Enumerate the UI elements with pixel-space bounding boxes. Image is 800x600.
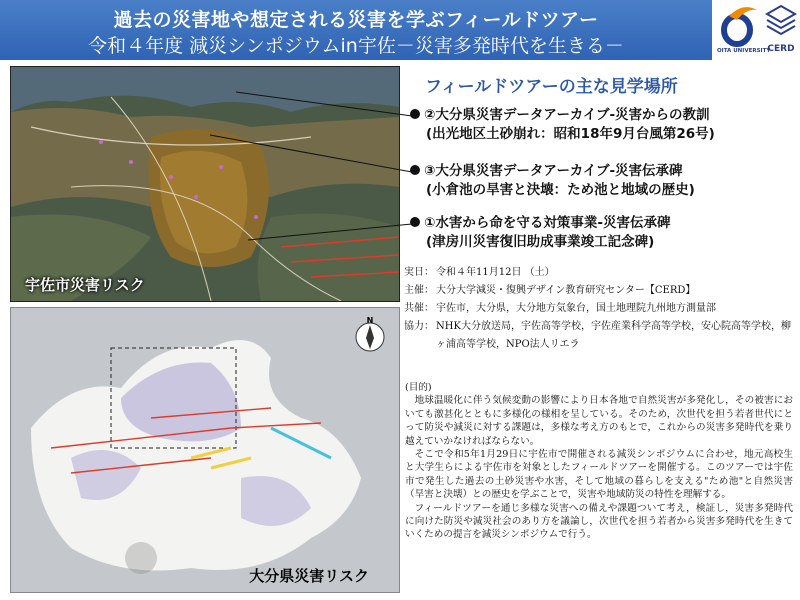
site-detail: (小倉池の旱害と決壊：ため池と地域の歴史) (426, 182, 695, 198)
info-value: 宇佐市，大分県，大分地方気象台，国土地理院九州地方測量部 (436, 303, 716, 314)
bullet-icon (410, 165, 420, 175)
site-detail: (出光地区土砂崩れ：昭和18年9月台風第26号) (426, 126, 715, 142)
sites-heading: フィールドツアーの主な見学場所 (425, 77, 678, 97)
cerd-emblem-icon (764, 4, 798, 42)
site-item (410, 106, 800, 144)
usa-map-graphic (11, 67, 399, 301)
site-title: ③大分県災害データアーカイブ-災害伝承碑 (424, 163, 683, 179)
info-value: 大分大学減災・復興デザイン教育研究センター【CERD】 (436, 285, 696, 296)
purpose-title: (目的) (405, 382, 432, 393)
title-line-1: 過去の災害地や想定される災害を学ぶフィールドツアー (113, 9, 599, 31)
info-key: 共催： (404, 303, 434, 314)
purpose-paragraph: 地球温暖化に伴う気候変動の影響により日本各地で自然災害が多発化し，その被害においても激甚化とともに多様化の様相を呈している。そのため，次世代を担う若者世代にとって防災や減災に対する課題は，多様な考え方のもとで，これからの災害多発時代を乗り越えていかなければならない。 (405, 395, 793, 447)
usa-map-label: 宇佐市災害リスク (25, 276, 145, 294)
header-banner (0, 0, 800, 60)
purpose-section (405, 381, 793, 542)
logo-area (712, 0, 800, 60)
oita-map-graphic (11, 308, 399, 592)
cerd-text: CERD (767, 44, 795, 54)
usa-city-disaster-risk-map (10, 66, 400, 302)
bullet-icon (410, 109, 420, 119)
info-value: 令和４年11月12日 （土） (436, 267, 555, 278)
compass-north-letter: N (366, 316, 374, 325)
info-row-cooperation (404, 318, 794, 354)
compass (353, 318, 387, 352)
oita-university-text: OITA UNIVERSITY (717, 48, 771, 54)
info-row-date (404, 264, 794, 282)
site-detail: (津房川災害復旧助成事業竣工記念碑) (426, 234, 655, 250)
info-value: NHK大分放送局，宇佐高等学校，宇佐産業科学高等学校，安心院高等学校，柳ヶ浦高等学校，NPO法人リエラ (436, 321, 791, 350)
info-key: 実日： (404, 267, 434, 278)
bullet-icon (410, 217, 420, 227)
oita-prefecture-disaster-risk-map (10, 307, 400, 593)
info-key: 協力： (404, 321, 434, 332)
info-row-host (404, 282, 794, 300)
site-item (410, 214, 800, 252)
event-info (404, 264, 794, 354)
oita-university-logo (717, 4, 771, 58)
purpose-paragraph: フィールドツアーを通じ多様な災害への備えや課題ついて考え，検証し，災害多発時代に向けた防災や減災社会のあり方を議論し，次世代を担う若者から災害多発時代を生きていくための提言を減災シンポジウムで行う。 (405, 502, 793, 541)
site-item (410, 162, 800, 200)
purpose-paragraph: そこで令和5年1月29日に宇佐市で開催される減災シンポジウムに合わせ，地元高校生と大学生らによる宇佐市を対象としたフィールドツアーを開催する。このツアーでは宇佐市で発生した過去の土砂災害や水害，そして地域の暮らしを支える"ため池"と自然災害（旱害と決壊）との歴史を学ぶことで，災害や地域防災の特性を理解する。 (405, 449, 793, 501)
cerd-logo (764, 4, 798, 58)
oita-map-label: 大分県災害リスク (249, 567, 369, 585)
oita-university-emblem-icon (717, 4, 761, 48)
site-title: ②大分県災害データアーカイブ-災害からの教訓 (424, 107, 710, 123)
info-row-cohost (404, 300, 794, 318)
site-title: ①水害から命を守る対策事業-災害伝承碑 (424, 215, 671, 231)
title-line-2: 令和４年度 減災シンポジウムin宇佐－災害多発時代を生きる－ (88, 35, 624, 57)
info-key: 主催： (404, 285, 434, 296)
